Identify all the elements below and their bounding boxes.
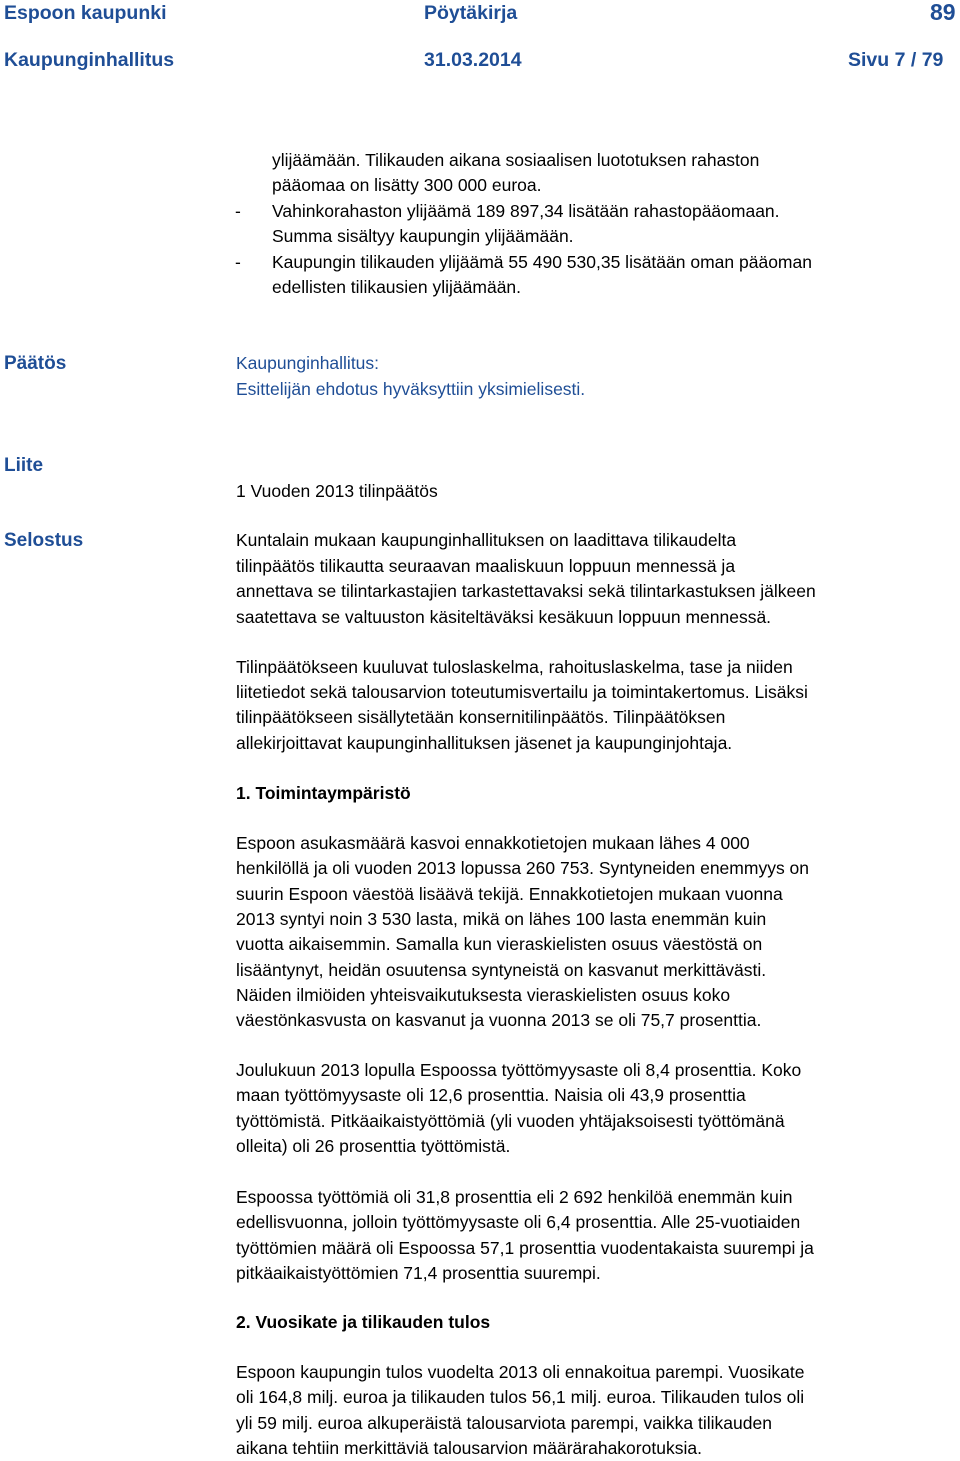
- text-line: maan työttömyysaste oli 12,6 prosenttia. Naisia oli 43,9 prosenttia: [236, 1085, 746, 1105]
- text-line: liitetiedot sekä talousarvion toteutumisvertailu ja toimintakertomus. Lisäksi: [236, 682, 808, 702]
- list-dash: -: [235, 252, 241, 272]
- summary-label: Selostus: [4, 530, 84, 551]
- text-line: vuotta aikaisemmin. Samalla kun vieraskielisten osuus väestöstä on: [236, 934, 763, 954]
- committee-name: Kaupunginhallitus: [4, 49, 175, 71]
- text-line: Espoon kaupungin tulos vuodelta 2013 oli ennakoitua parempi. Vuosikate: [236, 1362, 805, 1382]
- text-line: Tilinpäätökseen kuuluvat tuloslaskelma, rahoituslaskelma, tase ja niiden: [236, 657, 793, 677]
- meeting-date: 31.03.2014: [424, 49, 522, 71]
- text-line: olleita) oli 26 prosenttia työttömistä.: [236, 1136, 511, 1156]
- section-heading-2: 2. Vuosikate ja tilikauden tulos: [236, 1312, 491, 1332]
- section-heading-1: 1. Toimintaympäristö: [236, 783, 411, 803]
- text-line: Vahinkorahaston ylijäämä 189 897,34 lisätään rahastopääomaan.: [272, 201, 780, 221]
- organization-name: Espoon kaupunki: [4, 2, 167, 24]
- attachment-label: Liite: [4, 455, 44, 476]
- text-line: Kuntalain mukaan kaupunginhallituksen on laadittava tilikaudelta: [236, 530, 737, 550]
- text-line: väestönkasvusta on kasvanut ja vuonna 2013 se oli 75,7 prosenttia.: [236, 1010, 762, 1030]
- decision-text: Esittelijän ehdotus hyväksyttiin yksimielisesti.: [236, 379, 586, 399]
- page-number: Sivu 7 / 79: [848, 49, 944, 71]
- item-number: 89: [930, 0, 956, 25]
- text-line: allekirjoittavat kaupunginhallituksen jäsenet ja kaupunginjohtaja.: [236, 733, 733, 753]
- text-line: Espoossa työttömiä oli 31,8 prosenttia eli 2 692 henkilöä enemmän kuin: [236, 1187, 793, 1207]
- list-dash: -: [235, 201, 241, 221]
- text-line: Kaupungin tilikauden ylijäämä 55 490 530,35 lisätään oman pääoman: [272, 252, 812, 272]
- attachment-item: 1 Vuoden 2013 tilinpäätös: [236, 481, 438, 501]
- text-line: annettava se tilintarkastajien tarkastettavaksi sekä tilintarkastuksen jälkeen: [236, 581, 816, 601]
- text-line: pääomaa on lisätty 300 000 euroa.: [272, 175, 542, 195]
- text-line: aikana tehtiin merkittäviä talousarvion määrärahakorotuksia.: [236, 1438, 702, 1458]
- decision-label: Päätös: [4, 353, 67, 374]
- text-line: yli 59 milj. euroa alkuperäistä talousarviota parempi, vaikka tilikauden: [236, 1413, 772, 1433]
- text-line: Espoon asukasmäärä kasvoi ennakkotietojen mukaan lähes 4 000: [236, 833, 750, 853]
- text-line: ylijäämään. Tilikauden aikana sosiaalisen luototuksen rahaston: [272, 150, 760, 170]
- text-line: Joulukuun 2013 lopulla Espoossa työttömyysaste oli 8,4 prosenttia. Koko: [236, 1060, 802, 1080]
- text-line: Näiden ilmiöiden yhteisvaikutuksesta vieraskielisten osuus koko: [236, 985, 731, 1005]
- text-line: tilinpäätös tilikautta seuraavan maaliskuun loppuun mennessä ja: [236, 556, 736, 576]
- text-line: suurin Espoon väestöä lisäävä tekijä. Ennakkotietojen mukaan vuonna: [236, 884, 783, 904]
- text-line: oli 164,8 milj. euroa ja tilikauden tulos 56,1 milj. euroa. Tilikauden tulos oli: [236, 1387, 805, 1407]
- decision-body: Kaupunginhallitus:: [236, 353, 380, 373]
- text-line: edellisten tilikausien ylijäämään.: [272, 277, 522, 297]
- text-line: saatettava se valtuuston käsiteltäväksi kesäkuun loppuun mennessä.: [236, 607, 772, 627]
- text-line: tilinpäätökseen sisällytetään konsernitilinpäätös. Tilinpäätöksen: [236, 707, 726, 727]
- text-line: työttömien määrä oli Espoossa 57,1 prosenttia vuodentakaista suurempi ja: [236, 1238, 814, 1258]
- text-line: pitkäaikaistyöttömien 71,4 prosenttia suurempi.: [236, 1263, 601, 1283]
- text-line: työttömistä. Pitkäaikaistyöttömiä (yli vuoden yhtäjaksoisesti työttömänä: [236, 1111, 785, 1131]
- text-line: edellisvuonna, jolloin työttömyysaste oli 6,4 prosenttia. Alle 25-vuotiaiden: [236, 1212, 801, 1232]
- text-line: 2013 syntyi noin 3 530 lasta, mikä on lähes 100 lasta enemmän kuin: [236, 909, 767, 929]
- document-type: Pöytäkirja: [424, 2, 518, 24]
- text-line: henkilöllä ja oli vuoden 2013 lopussa 260 753. Syntyneiden enemmyys on: [236, 858, 810, 878]
- text-line: lisääntynyt, heidän osuutensa syntyneistä on kasvanut merkittävästi.: [236, 960, 767, 980]
- text-line: Summa sisältyy kaupungin ylijäämään.: [272, 226, 574, 246]
